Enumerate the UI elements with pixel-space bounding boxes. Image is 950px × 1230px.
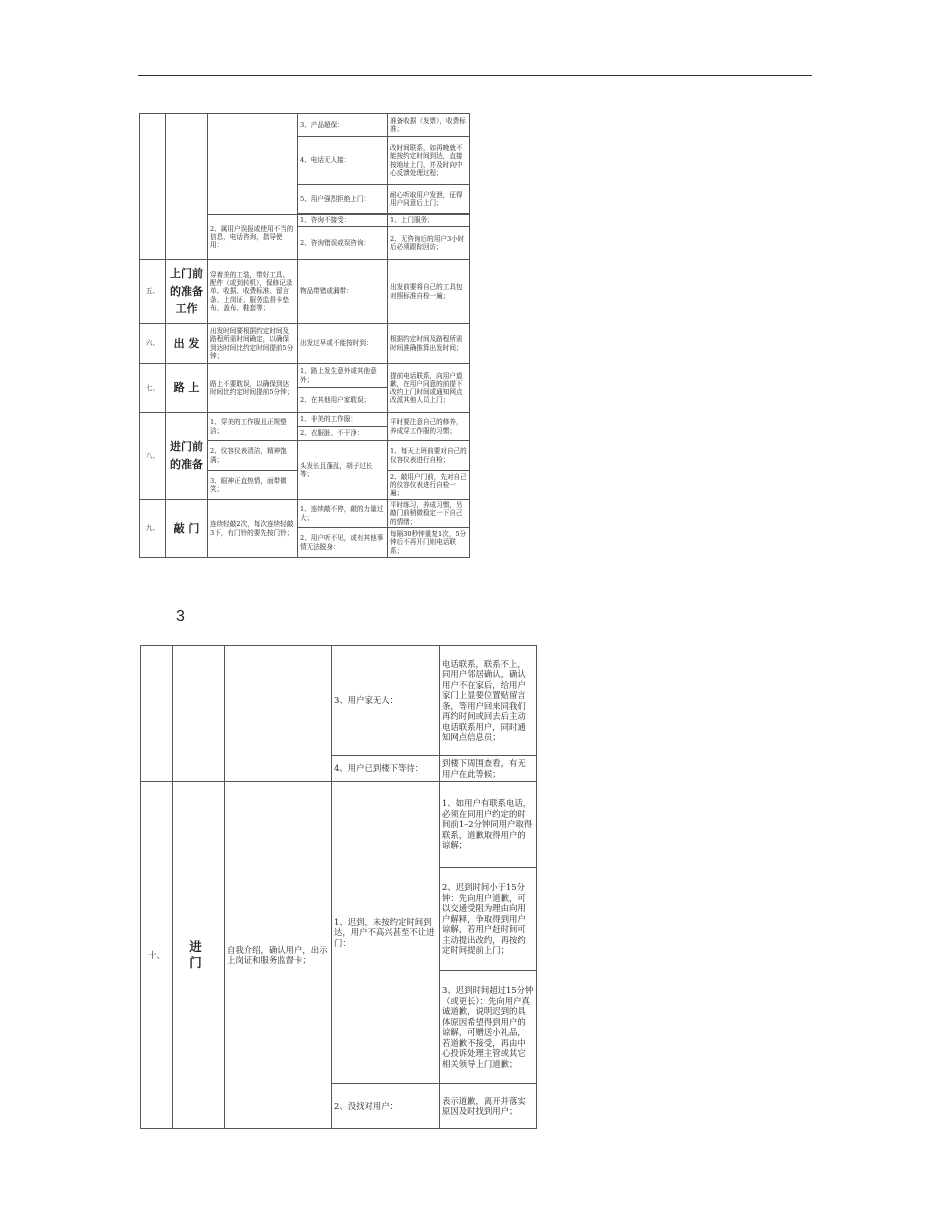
issue-cell: 4、用户已到楼下等待： <box>332 756 440 782</box>
header-rule <box>138 75 812 76</box>
solution-cell: 每隔30秒钟重复1次，5分钟后不再开门则电话联系； <box>388 528 470 558</box>
issue-cell: 5、用户强烈拒绝上门： <box>298 185 388 214</box>
solution-cell: 表示道歉，离开并落实原因及时找到用户； <box>440 1084 537 1129</box>
solution-cell: 平时要注意自己的修养，养成穿工作服的习惯； <box>388 413 470 441</box>
service-process-table-2 <box>140 645 537 1129</box>
row-number: 七、 <box>140 364 166 413</box>
issue-cell: 1、路上发生意外或其他意外； <box>298 364 388 388</box>
row-title: 出 发 <box>166 324 208 364</box>
cell-req-empty <box>225 646 332 782</box>
cell-num-empty <box>140 114 166 260</box>
solution-cell: 1、每天上班前要对自己的仪容仪表进行自检； <box>388 441 470 471</box>
issue-cell: 4、电话无人接： <box>298 137 388 185</box>
row-number: 九、 <box>140 500 166 558</box>
cell-title-empty <box>173 646 225 782</box>
issue-cell: 头发长且蓬乱，胡子过长等； <box>298 441 388 500</box>
issue-cell: 1、迟到，未按约定时间到达，用户不高兴甚至不让进门： <box>332 782 440 1084</box>
solution-cell: 1、如用户有联系电话，必须在同用户约定的时间前1–2分钟同用户取得联系，道歉取得用户的谅解； <box>440 782 537 868</box>
requirement-cell: 2、仪容仪表清洁，精神饱满； <box>208 441 298 471</box>
requirement-cell: 2、属用户误报或使用不当的信息，电话咨询，指导使用： <box>208 215 298 260</box>
solution-cell: 2、迟到时间小于15分钟：先向用户道歉，可以交通受阻为理由向用户解释，争取得到用户谅解，若用户赶时间可主动提出改约，再按约定时间提前上门； <box>440 868 537 971</box>
issue-cell: 物品带错或漏带： <box>298 260 388 324</box>
issue-cell: 2、衣服脏、不干净： <box>298 427 388 441</box>
cell-req-empty <box>208 114 298 215</box>
row-title: 进门前的准备 <box>166 413 208 500</box>
solution-cell: 电话联系，联系不上，同用户邻居确认，确认用户不在家后，给用户家门上显要位置贴留言条，等用户回来同我们再约时间或回去后主动电话联系用户，同时通知网点信息员； <box>440 646 537 756</box>
issue-cell: 1、非美的工作服： <box>298 413 388 427</box>
solution-cell: 到楼下周围查看，有无用户在此等候； <box>440 756 537 782</box>
requirement-cell: 连续轻敲2次，每次连续轻敲3下，有门铃的要先按门铃； <box>208 500 298 558</box>
service-process-table-1 <box>139 113 470 558</box>
row-number: 五、 <box>140 260 166 324</box>
page-number: 3 <box>176 608 185 625</box>
solution-cell: 2、无咨询后的用户3小时后必须跟踪回访； <box>388 227 470 260</box>
solution-cell: 提前电话联系，向用户道歉，在用户同意的前提下改约上门时间或通知网点改派其他人员上门； <box>388 364 470 413</box>
row-title: 进 门 <box>173 782 225 1129</box>
issue-cell: 3、用户家无人： <box>332 646 440 756</box>
issue-cell: 1、连续敲不停，敲的力量过大； <box>298 500 388 528</box>
solution-cell: 2、敲用户门前，先对自己的仪容仪表进行自检一遍； <box>388 471 470 500</box>
issue-cell: 3、产品超保： <box>298 114 388 137</box>
row-title: 敲 门 <box>166 500 208 558</box>
solution-cell: 改时间联系，如再晚就不能按约定时间到达，直接按地址上门，并及时向中心反馈处理过程； <box>388 137 470 185</box>
requirement-cell: 路上不要耽误，以确保到达时间比约定时间提前5分钟； <box>208 364 298 413</box>
row-number: 八、 <box>140 413 166 500</box>
solution-cell: 出发前要将自己的工具包对照标准自检一遍； <box>388 260 470 324</box>
requirement-cell: 穿着美的工装，带好工具、配件（或到转机），保修记录单、收据、收费标准、留言条、上岗证、服务监督卡垫布、盖布、鞋套等； <box>208 260 298 324</box>
solution-cell: 3、迟到时间超过15分钟（或更长）：先向用户真诚道歉，说明迟到的具体原因希望得到用户的谅解，可赠送小礼品，若道歉不接受，再由中心投诉处理主管或其它相关领导上门道歉； <box>440 971 537 1084</box>
solution-cell: 1、上门服务； <box>388 215 470 227</box>
cell-num-empty <box>141 646 173 782</box>
solution-cell: 耐心听取用户发泄，征得用户同意后上门； <box>388 185 470 214</box>
issue-cell: 2、用户听不见，或有其他事情无法脱身： <box>298 528 388 558</box>
cell-title-empty <box>166 114 208 260</box>
solution-cell: 根据约定时间及路程所需时间准确推算出发时间； <box>388 324 470 364</box>
issue-cell: 2、在其他用户家耽误； <box>298 388 388 413</box>
issue-cell: 2、咨询错误或误咨询： <box>298 227 388 260</box>
requirement-cell: 3、眼神正直热情，面带微笑； <box>208 471 298 500</box>
issue-cell: 1、咨询不接受： <box>298 215 388 227</box>
solution-cell: 准备收据（发票），收费标准； <box>388 114 470 137</box>
row-number: 十、 <box>141 782 173 1129</box>
issue-cell: 出发过早或不能按时到： <box>298 324 388 364</box>
row-title: 路 上 <box>166 364 208 413</box>
requirement-cell: 出发时间要根据约定时间及路程所需时间确定，以确保到达时间比约定时间提前5分钟； <box>208 324 298 364</box>
requirement-cell: 1、穿美的工作服且正规整洁； <box>208 413 298 441</box>
solution-cell: 平时练习，养成习惯，另敲门前稍微稳定一下自己的情绪； <box>388 500 470 528</box>
issue-cell: 2、没找对用户： <box>332 1084 440 1129</box>
row-number: 六、 <box>140 324 166 364</box>
row-title: 上门前的准备工作 <box>166 260 208 324</box>
requirement-cell: 自我介绍，确认用户，出示上岗证和服务监督卡； <box>225 782 332 1129</box>
